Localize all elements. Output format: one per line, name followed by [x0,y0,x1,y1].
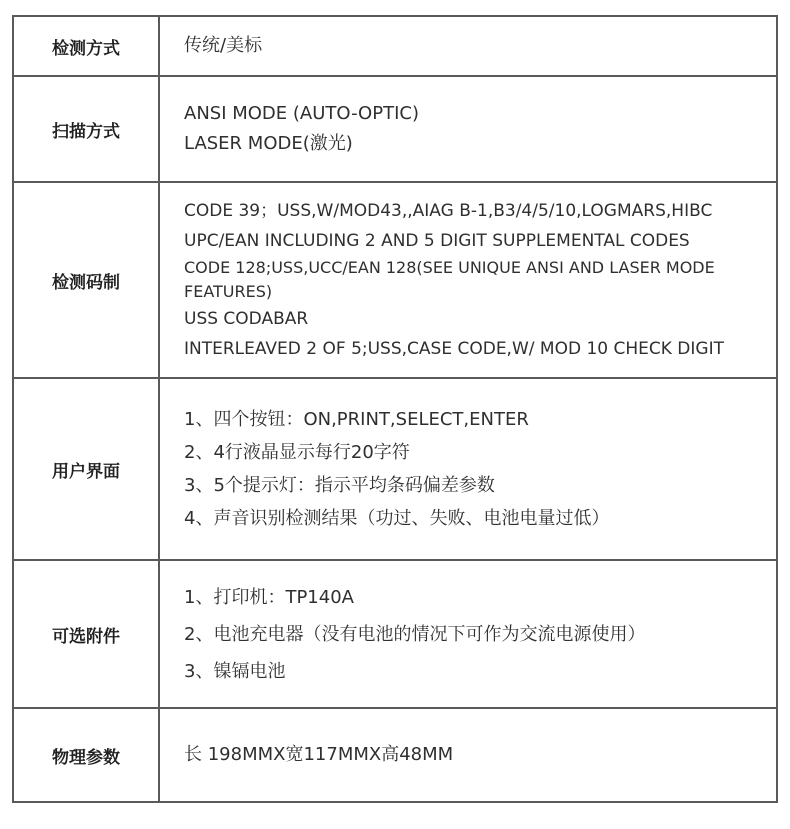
table-row [13,378,777,560]
value-line: 2、电池充电器（没有电池的情况下可作为交流电源使用） [184,623,646,645]
row-label-scan-mode: 扫描方式 [13,76,159,182]
value-line: USS CODABAR [184,309,309,329]
value-line: 长 198MMX宽117MMX高48MM [184,744,454,765]
row-value-detection-method [159,16,777,76]
spec-table [12,15,778,803]
value-line: INTERLEAVED 2 OF 5;USS,CASE CODE,W/ MOD 10 CHECK DIGIT [184,339,724,359]
value-line: 3、镍镉电池 [184,660,286,682]
value-line: 1、打印机：TP140A [184,586,354,608]
value-line: 1、四个按钮：ON,PRINT,SELECT,ENTER [184,409,529,430]
value-line: UPC/EAN INCLUDING 2 AND 5 DIGIT SUPPLEMENTAL CODES [184,231,690,251]
table-row [13,182,777,378]
value-line: 2、4行液晶显示每行20字符 [184,442,410,463]
value-line: LASER MODE(激光) [184,133,353,154]
value-line: CODE 39；USS,W/MOD43,,AIAG B-1,B3/4/5/10,LOGMARS,HIBC [184,201,713,221]
row-value-symbologies [159,182,777,378]
value-line: 传统/美标 [184,35,263,56]
row-value-scan-mode [159,76,777,182]
row-value-physical-parameters [159,708,777,802]
row-label-physical-parameters: 物理参数 [13,708,159,802]
value-line: CODE 128;USS,UCC/EAN 128(SEE UNIQUE ANSI AND LASER MODE FEATURES) [184,258,715,301]
row-value-optional-accessories [159,560,777,708]
value-line: ANSI MODE (AUTO-OPTIC) [184,103,419,124]
value-line: 3、5个提示灯：指示平均条码偏差参数 [184,475,495,496]
row-label-optional-accessories: 可选附件 [13,560,159,708]
value-line: 4、声音识别检测结果（功过、失败、电池电量过低） [184,508,610,529]
table-row [13,16,777,76]
table-row [13,560,777,708]
table-row [13,76,777,182]
row-label-symbologies: 检测码制 [13,182,159,378]
row-label-detection-method: 检测方式 [13,16,159,76]
table-row [13,708,777,802]
row-label-user-interface: 用户界面 [13,378,159,560]
row-value-user-interface [159,378,777,560]
